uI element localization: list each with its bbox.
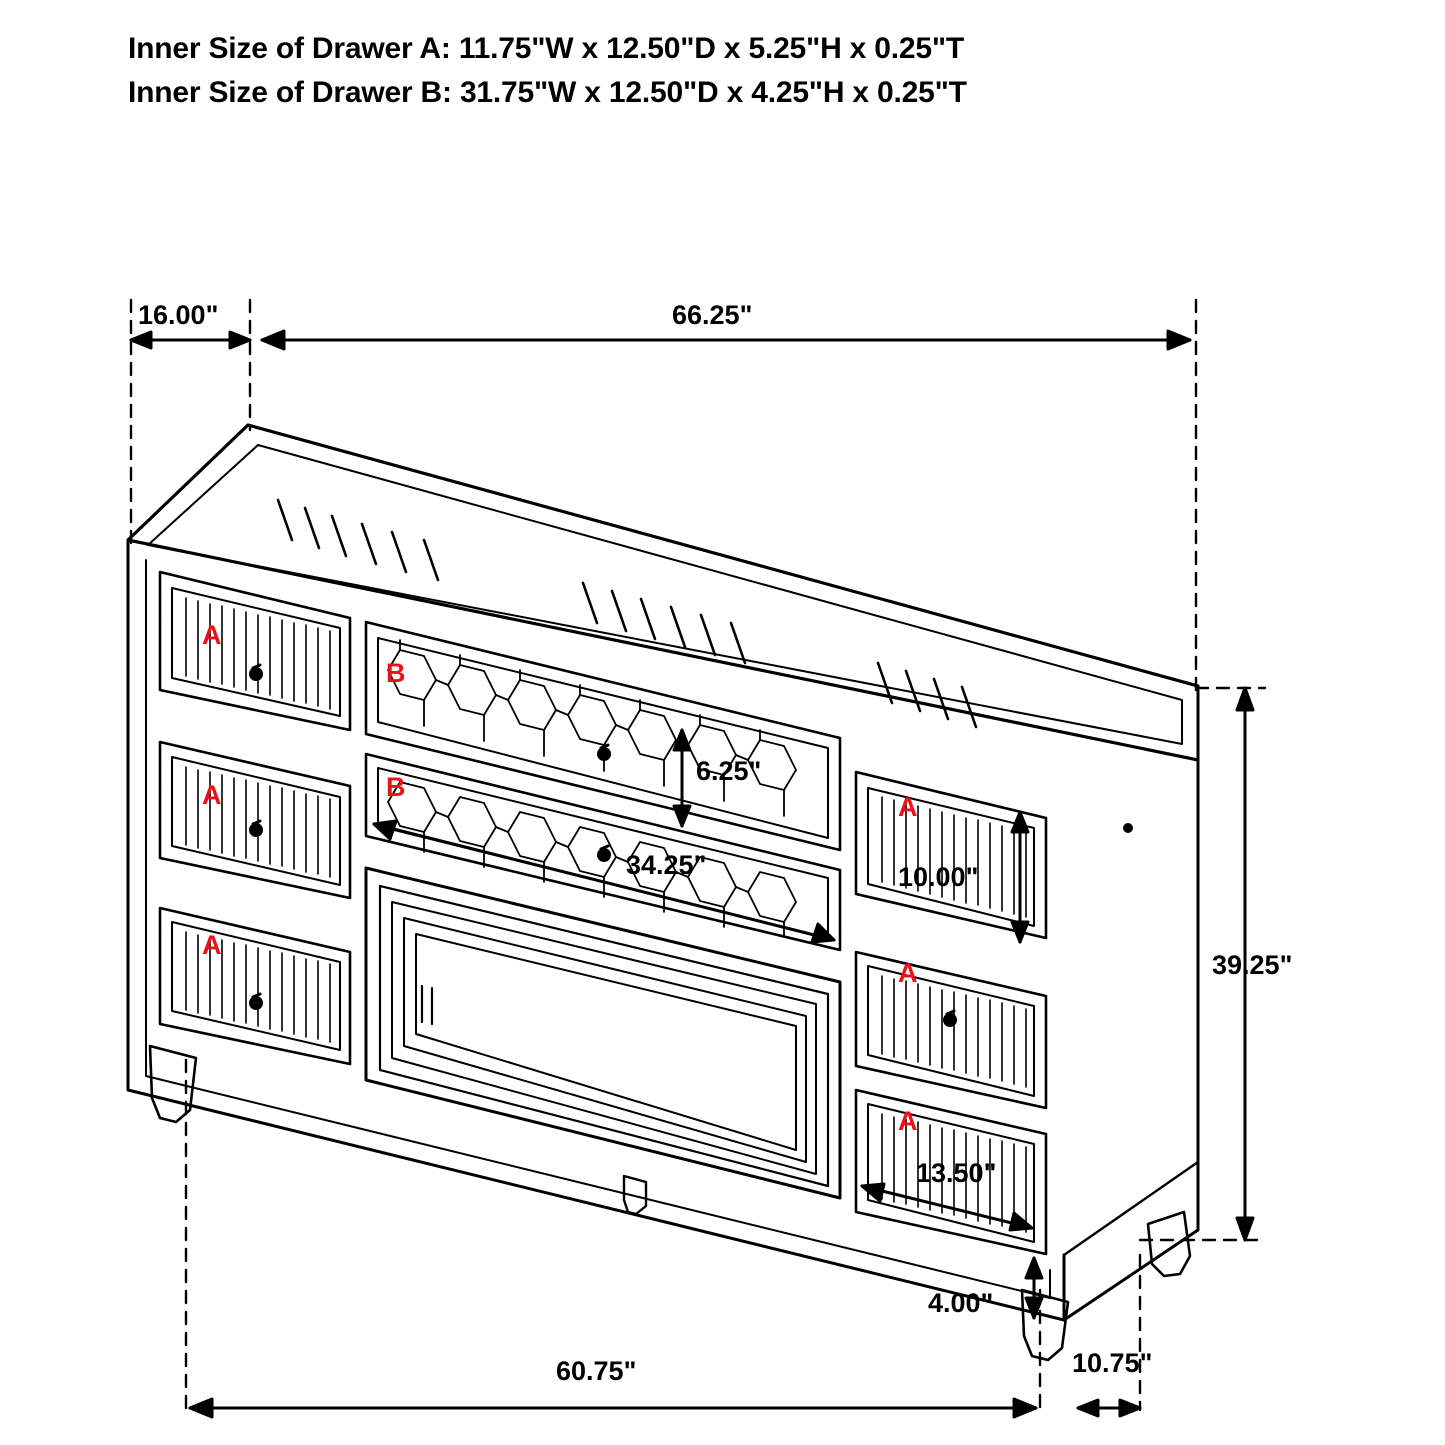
- dim-base-width: 60.75": [556, 1356, 637, 1386]
- header-line-1: Inner Size of Drawer A: 11.75"W x 12.50"D x 5.25"H x 0.25"T: [128, 32, 965, 65]
- dim-drawer-a-right-height: 10.00": [898, 862, 979, 892]
- drawer-label-b1: B: [386, 658, 406, 688]
- dim-width-top: 66.25": [672, 300, 753, 330]
- dim-base-depth: 10.75": [1072, 1348, 1153, 1378]
- dim-drawer-b-width: 34.25": [626, 850, 707, 880]
- drawer-label-a1: A: [202, 620, 222, 650]
- header-line-2: Inner Size of Drawer B: 31.75"W x 12.50"D x 4.25"H x 0.25"T: [128, 76, 967, 109]
- drawer-label-a3: A: [202, 930, 222, 960]
- dim-drawer-b-height: 6.25": [696, 756, 762, 786]
- dim-total-height: 39.25": [1212, 950, 1293, 980]
- drawer-label-a6: A: [898, 1106, 918, 1136]
- drawer-label-a5: A: [898, 958, 918, 988]
- drawer-label-a2: A: [202, 780, 222, 810]
- drawer-label-a4: A: [898, 792, 918, 822]
- dim-leg-height: 4.00": [928, 1288, 994, 1318]
- drawer-label-b2: B: [386, 772, 406, 802]
- dim-depth-top: 16.00": [138, 300, 219, 330]
- dim-drawer-a-bottom-height: 13.50": [916, 1158, 997, 1188]
